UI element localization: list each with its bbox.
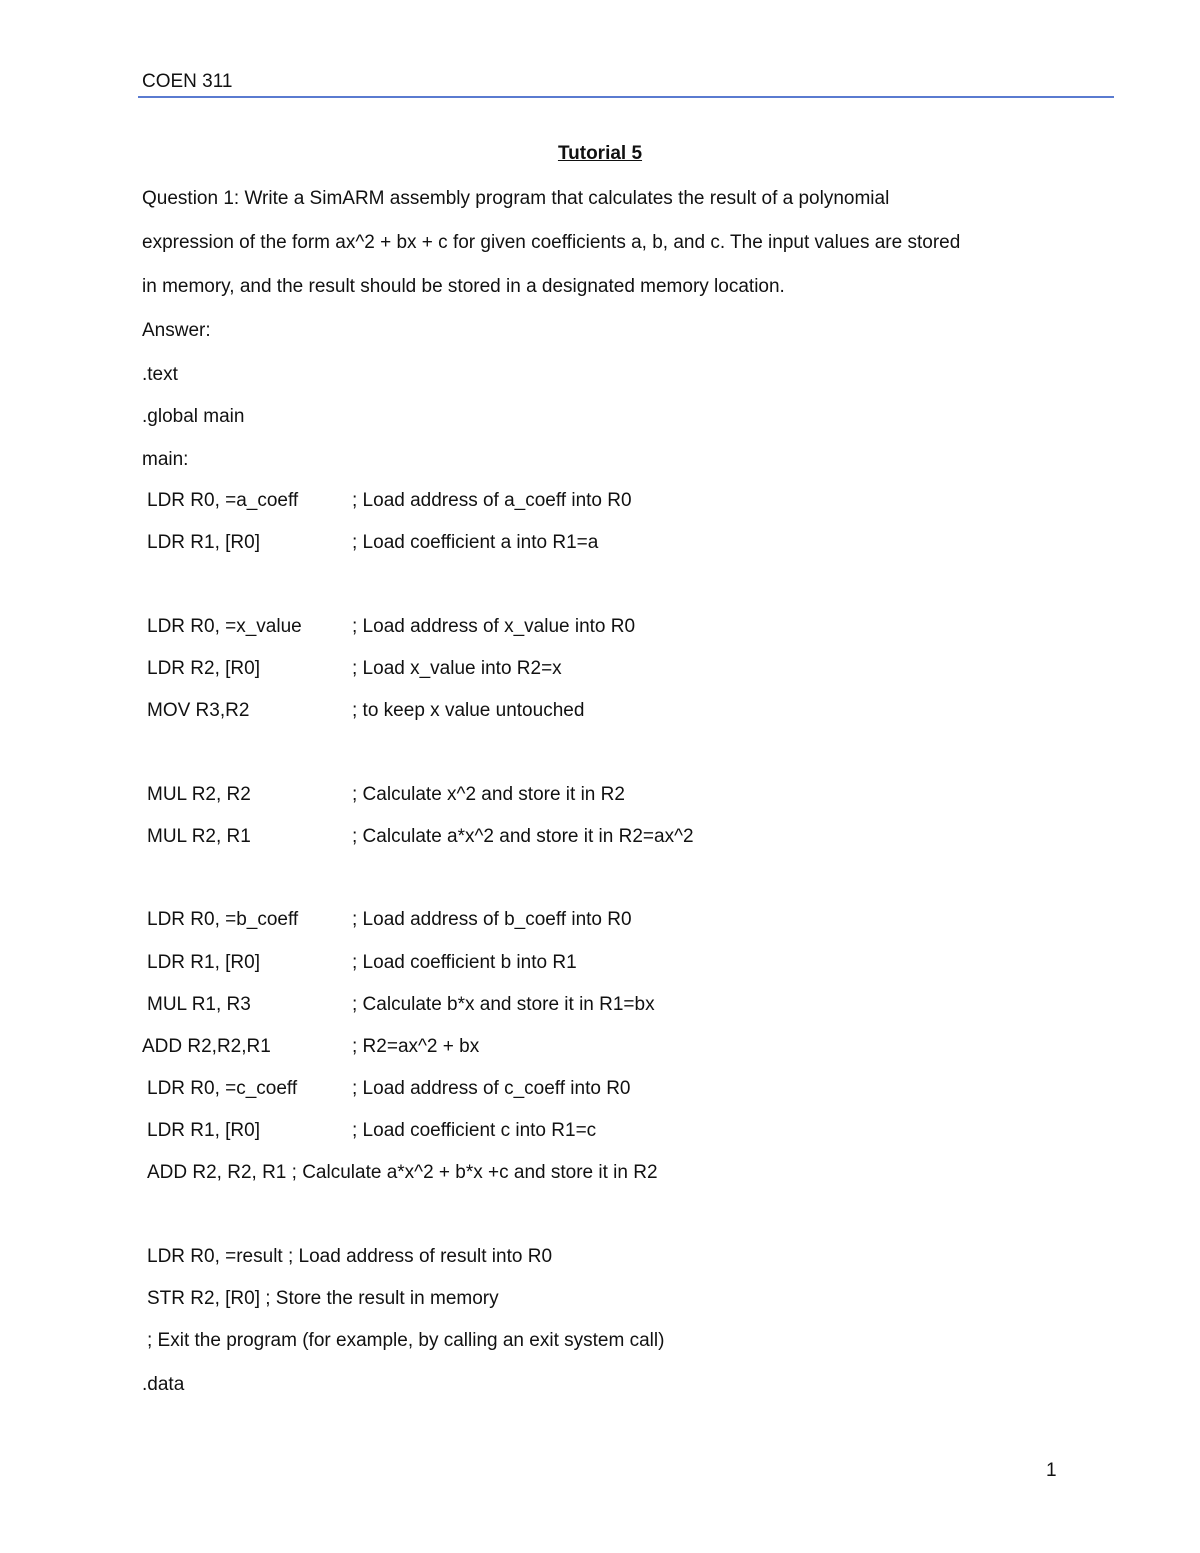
code-comment: ; Calculate a*x^2 and store it in R2=ax^2: [352, 826, 694, 847]
code-instruction: LDR R0, =a_coeff: [147, 490, 299, 511]
question-line-2: expression of the form ax^2 + bx + c for given coefficients a, b, and c. The input values are stored: [142, 232, 961, 253]
code-comment: ; Load coefficient b into R1: [352, 952, 577, 973]
page-number: 1: [1046, 1460, 1057, 1481]
main-label: main:: [142, 449, 189, 470]
code-instruction: LDR R0, =x_value: [147, 616, 302, 637]
code-instruction: MUL R1, R3: [147, 994, 251, 1015]
code-line: STR R2, [R0] ; Store the result in memory: [147, 1288, 499, 1309]
data-directive: .data: [142, 1374, 185, 1395]
code-line: ADD R2, R2, R1 ; Calculate a*x^2 + b*x +c and store it in R2: [147, 1162, 658, 1183]
text-directive: .text: [142, 364, 178, 385]
code-instruction: LDR R0, =b_coeff: [147, 909, 299, 930]
code-instruction: LDR R1, [R0]: [147, 1120, 260, 1141]
global-directive: .global main: [142, 406, 245, 427]
code-instruction: LDR R2, [R0]: [147, 658, 260, 679]
code-instruction: LDR R1, [R0]: [147, 532, 260, 553]
code-instruction: LDR R1, [R0]: [147, 952, 260, 973]
code-comment: ; Load x_value into R2=x: [352, 658, 562, 679]
code-instruction: MOV R3,R2: [147, 700, 250, 721]
answer-label: Answer:: [142, 320, 211, 341]
code-comment: ; R2=ax^2 + bx: [352, 1036, 480, 1057]
header-divider: [138, 96, 1114, 98]
code-instruction: LDR R0, =c_coeff: [147, 1078, 298, 1099]
course-code: COEN 311: [142, 71, 233, 92]
code-instruction: MUL R2, R1: [147, 826, 251, 847]
code-comment: ; Load address of a_coeff into R0: [352, 490, 632, 511]
code-comment: ; Calculate x^2 and store it in R2: [352, 784, 625, 805]
code-line: LDR R0, =result ; Load address of result into R0: [147, 1246, 553, 1267]
code-comment: ; to keep x value untouched: [352, 700, 585, 721]
code-instruction: ADD R2,R2,R1: [142, 1036, 271, 1057]
question-line-3: in memory, and the result should be stored in a designated memory location.: [142, 276, 785, 297]
code-comment: ; Load address of c_coeff into R0: [352, 1078, 631, 1099]
document-title: Tutorial 5: [557, 143, 643, 164]
code-comment: ; Load coefficient c into R1=c: [352, 1120, 597, 1141]
code-comment: ; Load address of b_coeff into R0: [352, 909, 632, 930]
code-instruction: MUL R2, R2: [147, 784, 251, 805]
code-line: ; Exit the program (for example, by calling an exit system call): [147, 1330, 665, 1351]
code-comment: ; Calculate b*x and store it in R1=bx: [352, 994, 655, 1015]
question-line-1: Question 1: Write a SimARM assembly program that calculates the result of a polynomial: [142, 188, 890, 209]
code-comment: ; Load coefficient a into R1=a: [352, 532, 599, 553]
code-comment: ; Load address of x_value into R0: [352, 616, 636, 637]
